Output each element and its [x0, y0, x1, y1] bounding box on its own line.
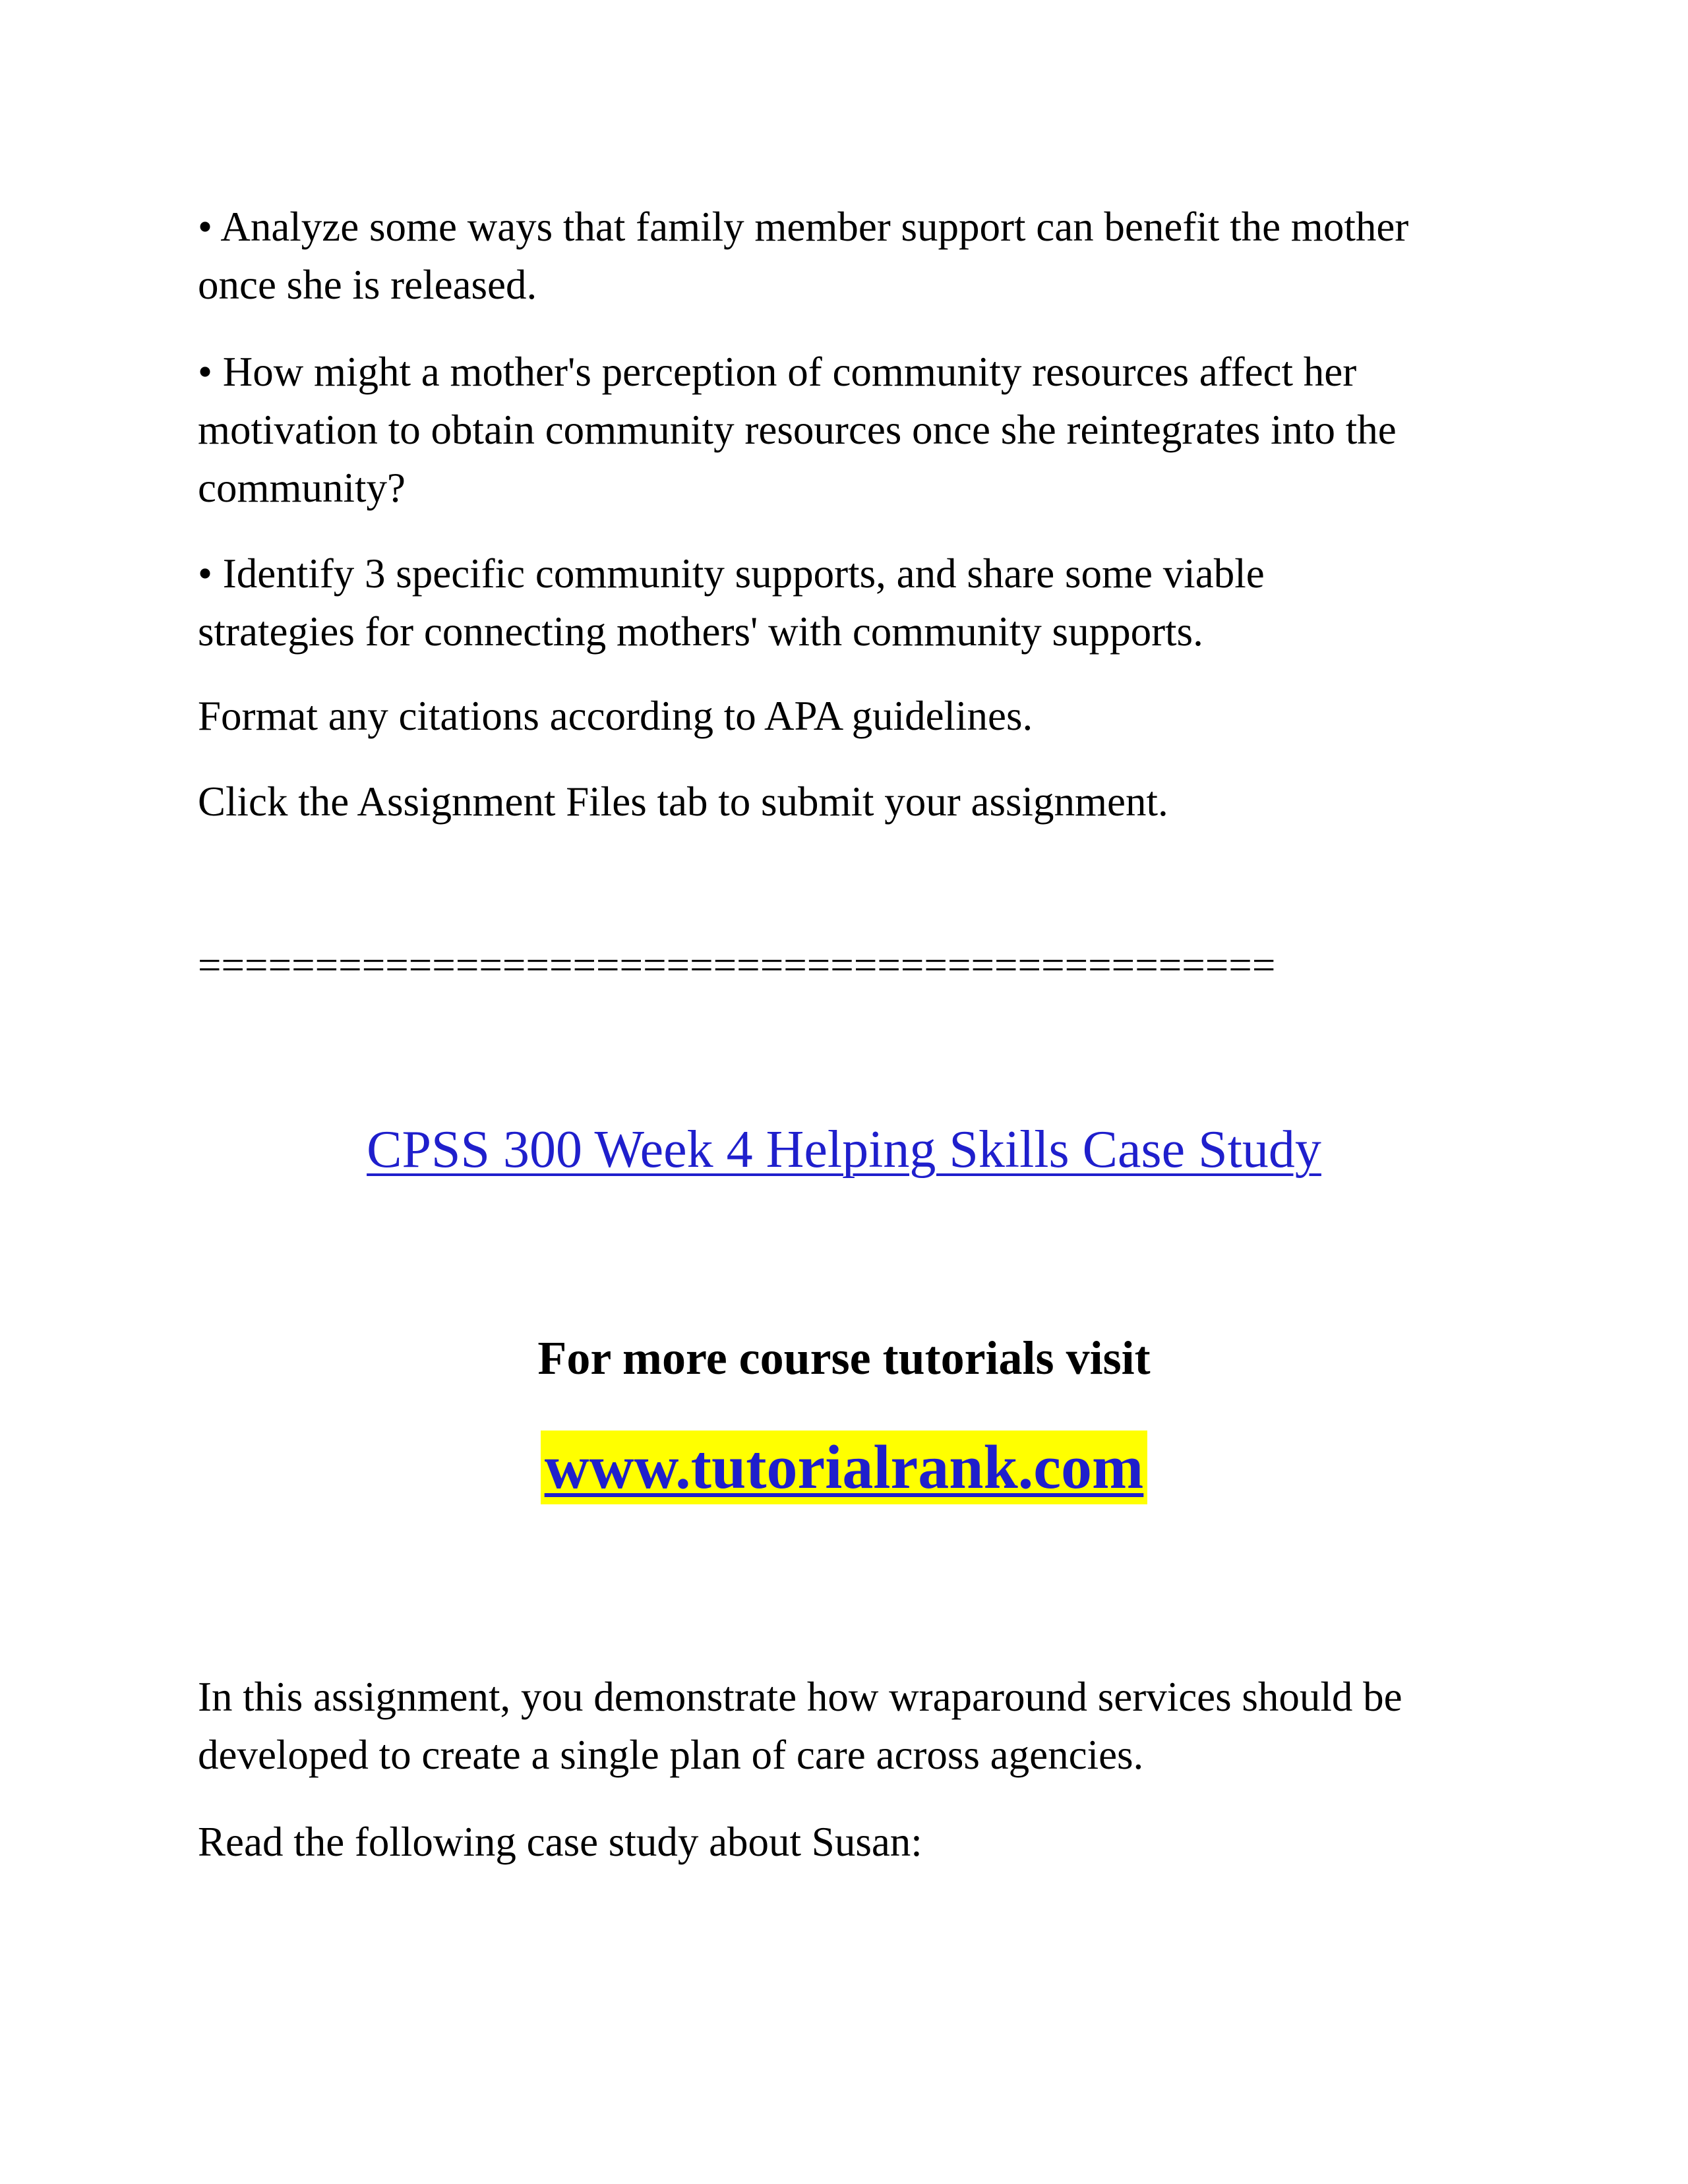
bullet-perception-resources: [198, 343, 1517, 517]
text-line: In this assignment, you demonstrate how wraparound services should be: [198, 1674, 1402, 1720]
text-line: • Analyze some ways that family member support can benefit the mother: [198, 204, 1409, 250]
text-line: strategies for connecting mothers' with community supports.: [198, 608, 1203, 655]
intro-paragraph: [198, 1668, 1517, 1784]
format-note: [198, 687, 1517, 745]
submit-note: [198, 773, 1517, 831]
text-line: • Identify 3 specific community supports, and share some viable: [198, 550, 1265, 597]
separator-line: ==============================================: [198, 942, 1276, 988]
read-note: [198, 1813, 1517, 1871]
text-line: once she is released.: [198, 262, 537, 308]
site-link[interactable]: www.tutorialrank.com: [541, 1431, 1148, 1504]
submit-note-text: Click the Assignment Files tab to submit your assignment.: [198, 779, 1168, 825]
visit-heading: For more course tutorials visit: [537, 1332, 1151, 1384]
read-note-text: Read the following case study about Susan:: [198, 1819, 922, 1865]
text-line: community?: [198, 465, 406, 511]
bullet-community-supports: [198, 545, 1517, 661]
text-line: developed to create a single plan of care across agencies.: [198, 1732, 1144, 1778]
bullet-family-support: [198, 198, 1517, 314]
text-line: • How might a mother's perception of community resources affect her: [198, 349, 1357, 395]
format-note-text: Format any citations according to APA guidelines.: [198, 693, 1033, 739]
site-link-container: [0, 1431, 1688, 1504]
course-title-link[interactable]: CPSS 300 Week 4 Helping Skills Case Study: [367, 1121, 1321, 1179]
text-line: motivation to obtain community resources once she reintegrates into the: [198, 407, 1397, 453]
